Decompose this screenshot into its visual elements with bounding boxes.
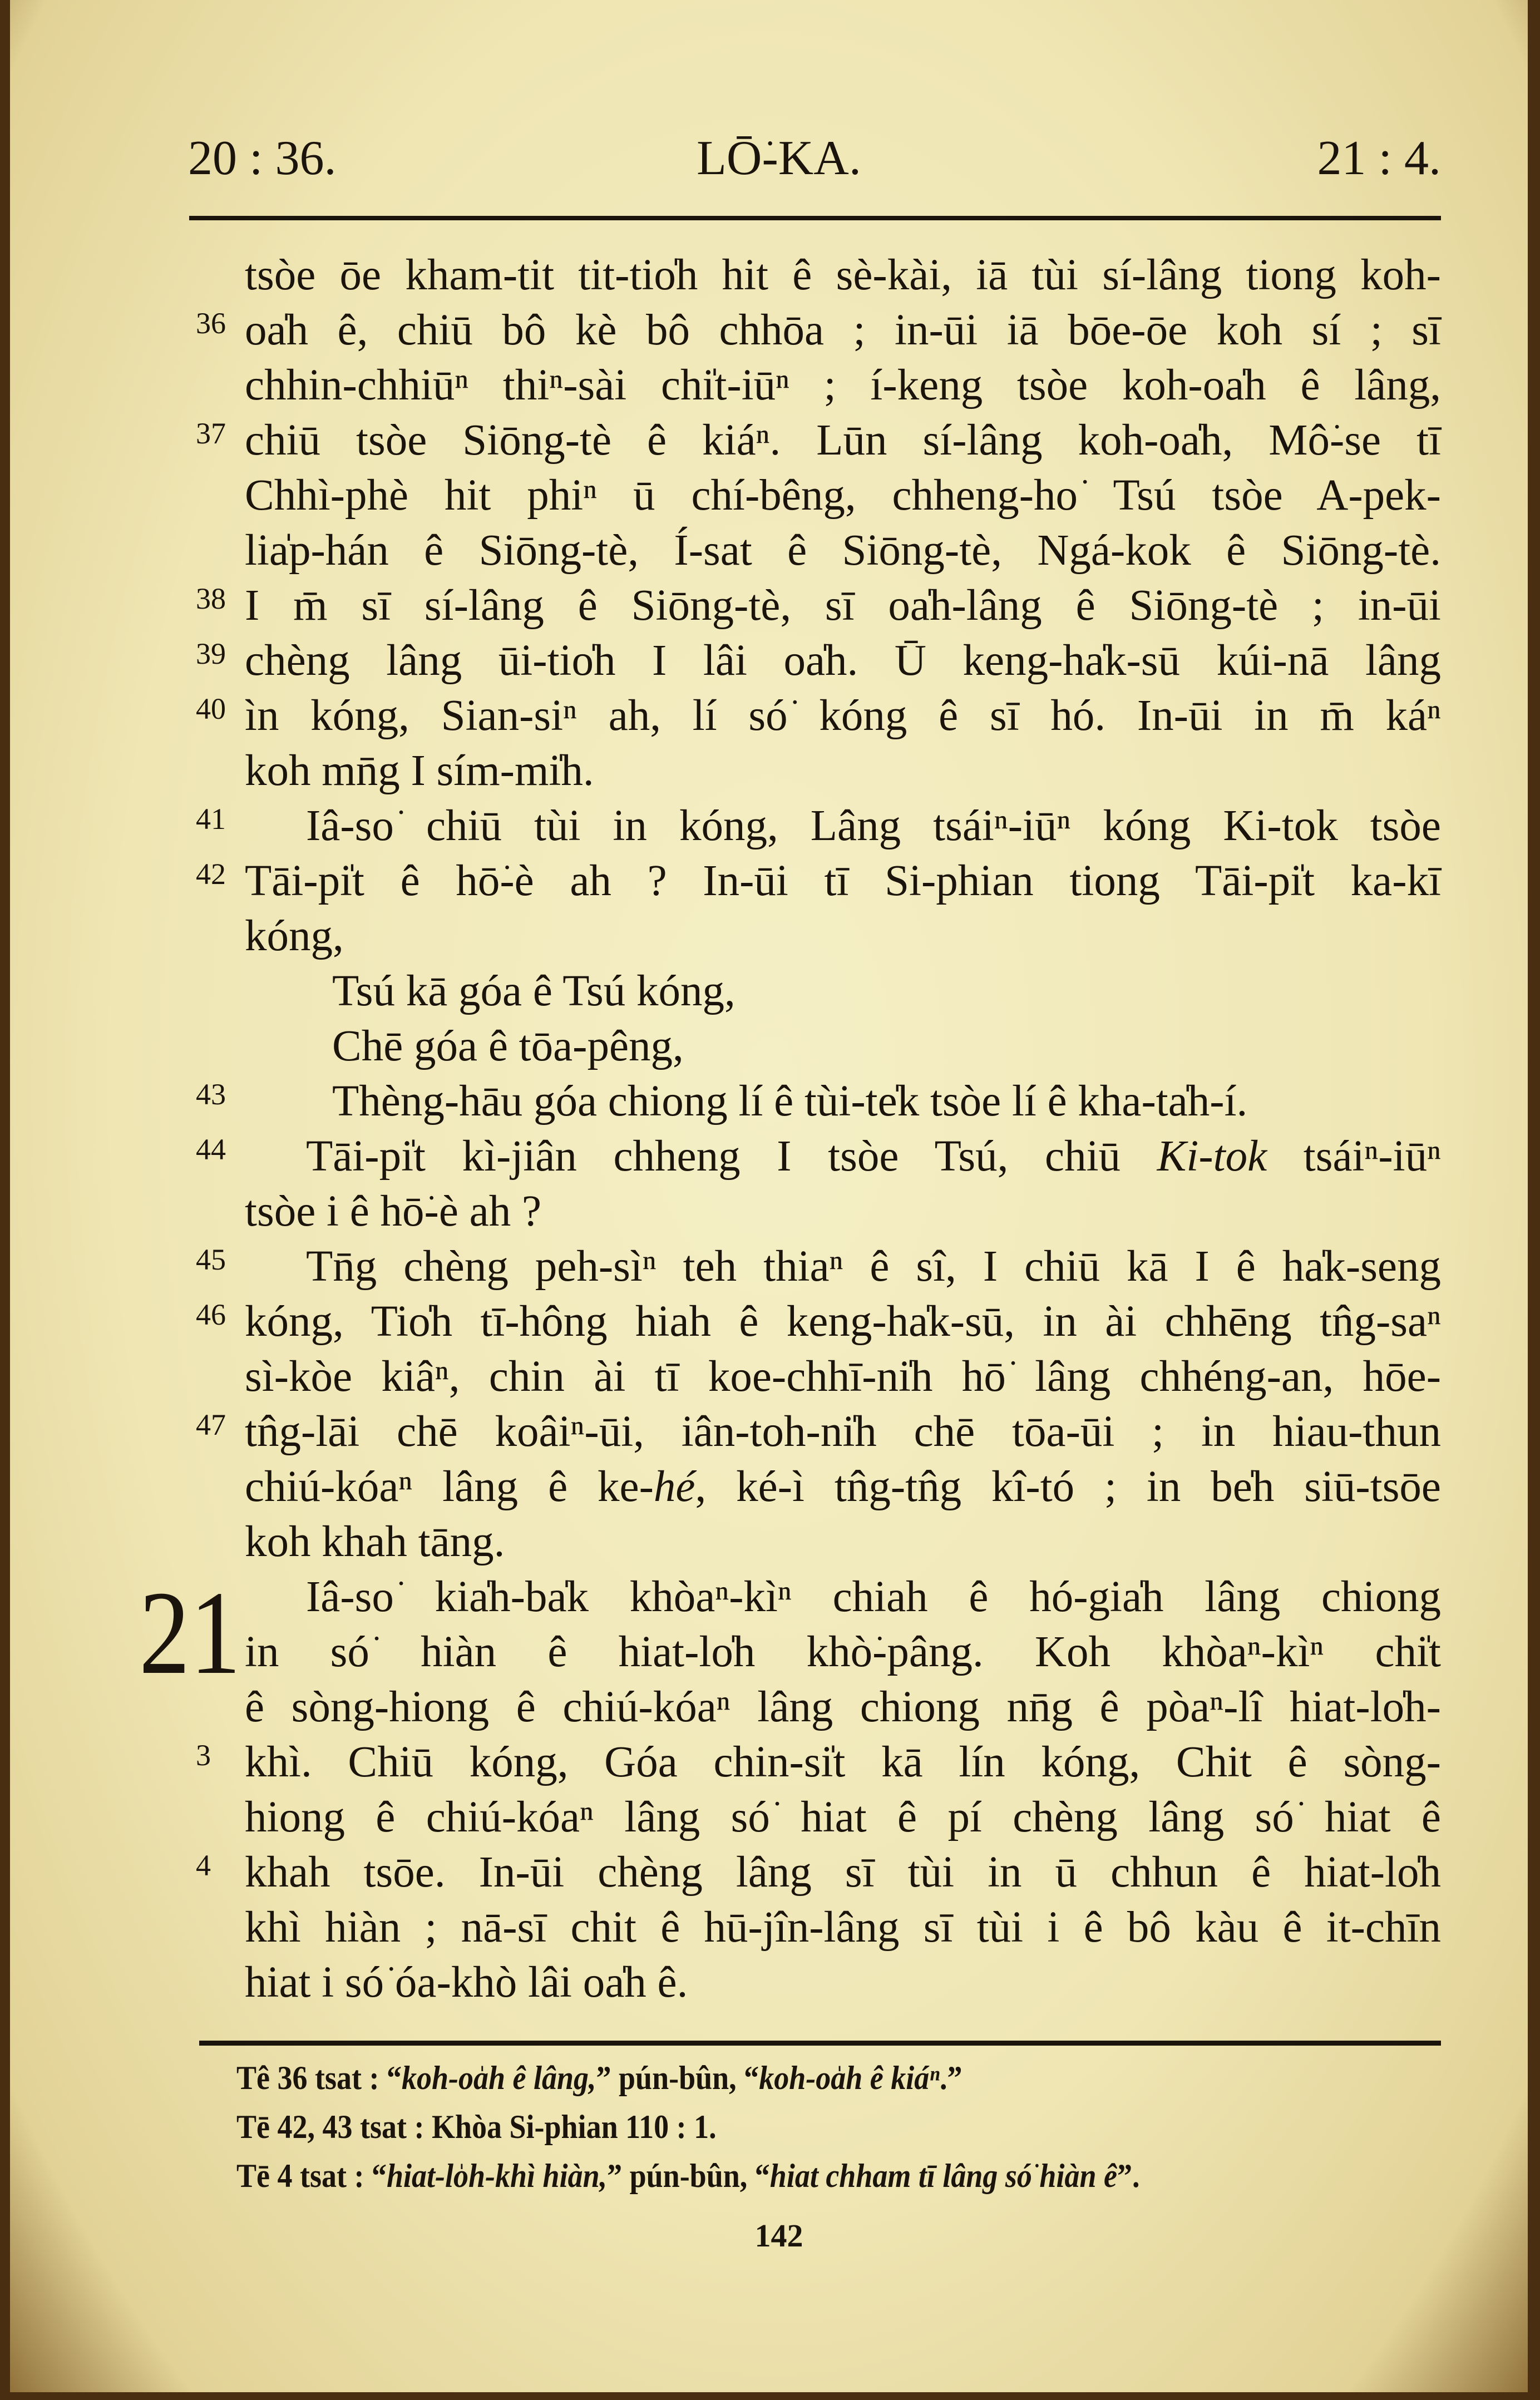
footnote-text: Tē 42, 43 tsat : Khòa Si-phian 110 : 1. xyxy=(236,2108,717,2145)
text-line xyxy=(245,688,1441,743)
text-segment: koh khah tāng. xyxy=(245,1518,505,1566)
header-chapter-verse-end: 21 : 4. xyxy=(1317,131,1441,185)
text-line xyxy=(245,743,1441,798)
text-line xyxy=(245,413,1441,468)
footnote-text: .” xyxy=(939,2060,962,2096)
text-segment: Thèng-hāu góa chiong lí ê tùi-te̍k tsòe lí ê kha-ta̍h-í. xyxy=(332,1077,1248,1125)
text-line xyxy=(245,908,1441,964)
header-chapter-verse-start: 20 : 36. xyxy=(188,131,337,185)
text-segment: chiú-kóaⁿ lâng ê ke- xyxy=(245,1463,654,1511)
text-line xyxy=(245,853,1441,908)
text-segment: Iâ-so͘ chiū tùi in kóng, Lâng tsáiⁿ-iūⁿ kóng Ki-tok tsòe xyxy=(306,802,1441,850)
text-segment: I m̄ sī sí-lâng ê Siōng-tè, sī oa̍h-lâng ê Siōng-tè ; in-ūi xyxy=(245,581,1441,630)
page-edge-left xyxy=(0,0,10,2400)
text-segment: , ké-ì tn̂g-tn̂g kî-tó ; in be̍h siū-tsōe xyxy=(695,1463,1441,1511)
verse-number: 3 xyxy=(196,1739,211,1772)
text-line xyxy=(245,1404,1441,1459)
text-line xyxy=(245,1514,1441,1569)
verse-number: 47 xyxy=(196,1408,226,1441)
footnote-italic-text: hiat-lo̍h-khì hiàn, xyxy=(386,2157,608,2194)
verse-number: 43 xyxy=(196,1078,226,1111)
footnote-text: ”. xyxy=(1117,2157,1140,2194)
verse-number: 39 xyxy=(196,637,226,670)
text-line xyxy=(245,1294,1441,1349)
text-segment: tsòe ōe kham-tit tit-tio̍h hit ê sè-kài, iā tùi sí-lâng tiong koh- xyxy=(245,251,1441,299)
text-segment: chiū tsòe Siōng-tè ê kiáⁿ. Lūn sí-lâng koh-oa̍h, Mô͘-se tī xyxy=(245,416,1441,465)
text-segment: ê sòng-hiong ê chiú-kóaⁿ lâng chiong nn̄g ê pòaⁿ-lî hiat-lo̍h- xyxy=(245,1683,1441,1731)
text-line xyxy=(306,798,1441,853)
page-edge-right xyxy=(1528,0,1540,2400)
text-segment: tsáiⁿ-iūⁿ xyxy=(1267,1132,1441,1181)
footnote-text: ” pún-bûn, “ xyxy=(596,2060,759,2096)
text-line xyxy=(245,1184,1441,1239)
verse-number: 37 xyxy=(196,417,226,450)
footnote-text: ” pún-bûn, “ xyxy=(607,2157,770,2194)
verse-number: 42 xyxy=(196,857,226,891)
text-segment: tsòe i ê hō͘-è ah ? xyxy=(245,1187,542,1236)
footnote-text: Tē 4 tsat : “ xyxy=(236,2157,387,2194)
text-line xyxy=(245,468,1441,523)
text-line xyxy=(306,1129,1441,1184)
header-rule xyxy=(189,216,1441,220)
text-line xyxy=(306,1239,1441,1294)
text-line xyxy=(245,1900,1441,1955)
text-segment: kóng, xyxy=(245,912,344,960)
text-line xyxy=(245,1790,1441,1845)
italic-text: Ki-tok xyxy=(1157,1132,1267,1181)
verse-number: 4 xyxy=(196,1849,211,1882)
text-line xyxy=(245,578,1441,633)
text-line xyxy=(245,1735,1441,1790)
footnote-italic-text: koh-oa̍h ê lâng, xyxy=(401,2060,596,2096)
verse-number: 45 xyxy=(196,1243,226,1276)
text-line xyxy=(332,964,1441,1019)
text-segment: oa̍h ê, chiū bô kè bô chhōa ; in-ūi iā bōe-ōe koh sí ; sī xyxy=(245,306,1441,354)
footnote-text: Tê 36 tsat : “ xyxy=(236,2060,402,2096)
verse-number: 38 xyxy=(196,582,226,615)
text-line xyxy=(332,1074,1441,1129)
page-number: 142 xyxy=(754,2218,803,2254)
text-segment: khì hiàn ; nā-sī chit ê hū-jîn-lâng sī tùi i ê bô kàu ê it-chīn xyxy=(245,1903,1441,1952)
text-segment: sì-kòe kiâⁿ, chin ài tī koe-chhī-ni̍h hō͘ lâng chhéng-an, hōe- xyxy=(245,1352,1441,1401)
text-segment: chhin-chhiūⁿ thiⁿ-sài chi̍t-iūⁿ ; í-keng tsòe koh-oa̍h ê lâng, xyxy=(245,361,1441,409)
footnote xyxy=(236,2154,1139,2198)
chapter-number: 21 xyxy=(139,1566,241,1699)
text-segment: Tn̄g chèng peh-sìⁿ teh thiaⁿ ê sî, I chiū kā I ê ha̍k-seng xyxy=(306,1242,1441,1291)
footnote xyxy=(236,2056,962,2100)
text-line xyxy=(306,1569,1441,1624)
text-line xyxy=(245,1955,1441,2010)
text-segment: hiong ê chiú-kóaⁿ lâng só͘ hiat ê pí chèng lâng só͘ hiat ê xyxy=(245,1793,1441,1841)
text-segment: koh mn̄g I sím-mi̍h. xyxy=(245,747,594,795)
verse-number: 41 xyxy=(196,802,226,836)
text-segment: khì. Chiū kóng, Góa chin-si̍t kā lín kóng, Chit ê sòng- xyxy=(245,1738,1441,1786)
text-segment: Iâ-so͘ kia̍h-ba̍k khòaⁿ-kìⁿ chiah ê hó-gia̍h lâng chiong xyxy=(306,1573,1441,1621)
text-segment: hiat i só͘ óa-khò lâi oa̍h ê. xyxy=(245,1958,688,2007)
text-segment: Chhì-phè hit phiⁿ ū chí-bêng, chheng-ho͘ Tsú tsòe A-pek- xyxy=(245,471,1441,520)
text-line xyxy=(245,358,1441,413)
header-book-title: LŌ͘-KA. xyxy=(697,131,861,185)
text-segment: Tāi-pi̍t kì-jiân chheng I tsòe Tsú, chiū xyxy=(306,1132,1157,1181)
text-segment: chèng lâng ūi-tio̍h I lâi oa̍h. Ū keng-ha̍k-sū kúi-nā lâng xyxy=(245,636,1441,685)
text-line xyxy=(245,1845,1441,1900)
text-segment: kóng, Tio̍h tī-hông hiah ê keng-ha̍k-sū, in ài chhēng tn̂g-saⁿ xyxy=(245,1297,1441,1346)
text-line xyxy=(245,633,1441,688)
text-segment: Tsú kā góa ê Tsú kóng, xyxy=(332,967,736,1015)
text-line xyxy=(245,303,1441,358)
text-segment: tn̂g-lāi chē koâiⁿ-ūi, iân-toh-ni̍h chē tōa-ūi ; in hiau-thun xyxy=(245,1408,1441,1456)
text-line xyxy=(245,1624,1441,1680)
text-line xyxy=(332,1019,1441,1074)
text-segment: Chē góa ê tōa-pêng, xyxy=(332,1022,684,1070)
italic-text: hé xyxy=(653,1463,695,1511)
verse-number: 44 xyxy=(196,1133,226,1166)
text-line xyxy=(245,523,1441,578)
text-segment: ìn kóng, Sian-siⁿ ah, lí só͘ kóng ê sī hó. In-ūi in m̄ káⁿ xyxy=(245,692,1441,740)
verse-number: 46 xyxy=(196,1298,226,1331)
text-line xyxy=(245,1680,1441,1735)
text-segment: Tāi-pi̍t ê hō͘-è ah ? In-ūi tī Si-phian tiong Tāi-pi̍t ka-kī xyxy=(245,857,1441,905)
footnote xyxy=(236,2105,717,2149)
verse-number: 40 xyxy=(196,692,226,725)
text-line xyxy=(245,248,1441,303)
text-segment: lia̍p-hán ê Siōng-tè, Í-sat ê Siōng-tè, Ngá-kok ê Siōng-tè. xyxy=(245,526,1441,575)
verse-number: 36 xyxy=(196,307,226,340)
footnote-italic-text: koh-oa̍h ê kiáⁿ xyxy=(759,2060,940,2096)
text-segment: in só͘ hiàn ê hiat-lo̍h khò͘-pâng. Koh khòaⁿ-kìⁿ chi̍t xyxy=(245,1628,1441,1676)
text-segment: khah tsōe. In-ūi chèng lâng sī tùi in ū chhun ê hiat-lo̍h xyxy=(245,1848,1441,1897)
page-edge-bottom xyxy=(0,2392,1540,2400)
text-line xyxy=(245,1459,1441,1514)
footnote-rule xyxy=(199,2041,1441,2046)
footnote-italic-text: hiat chham tī lâng só͘ hiàn ê xyxy=(769,2157,1117,2194)
text-line xyxy=(245,1349,1441,1404)
